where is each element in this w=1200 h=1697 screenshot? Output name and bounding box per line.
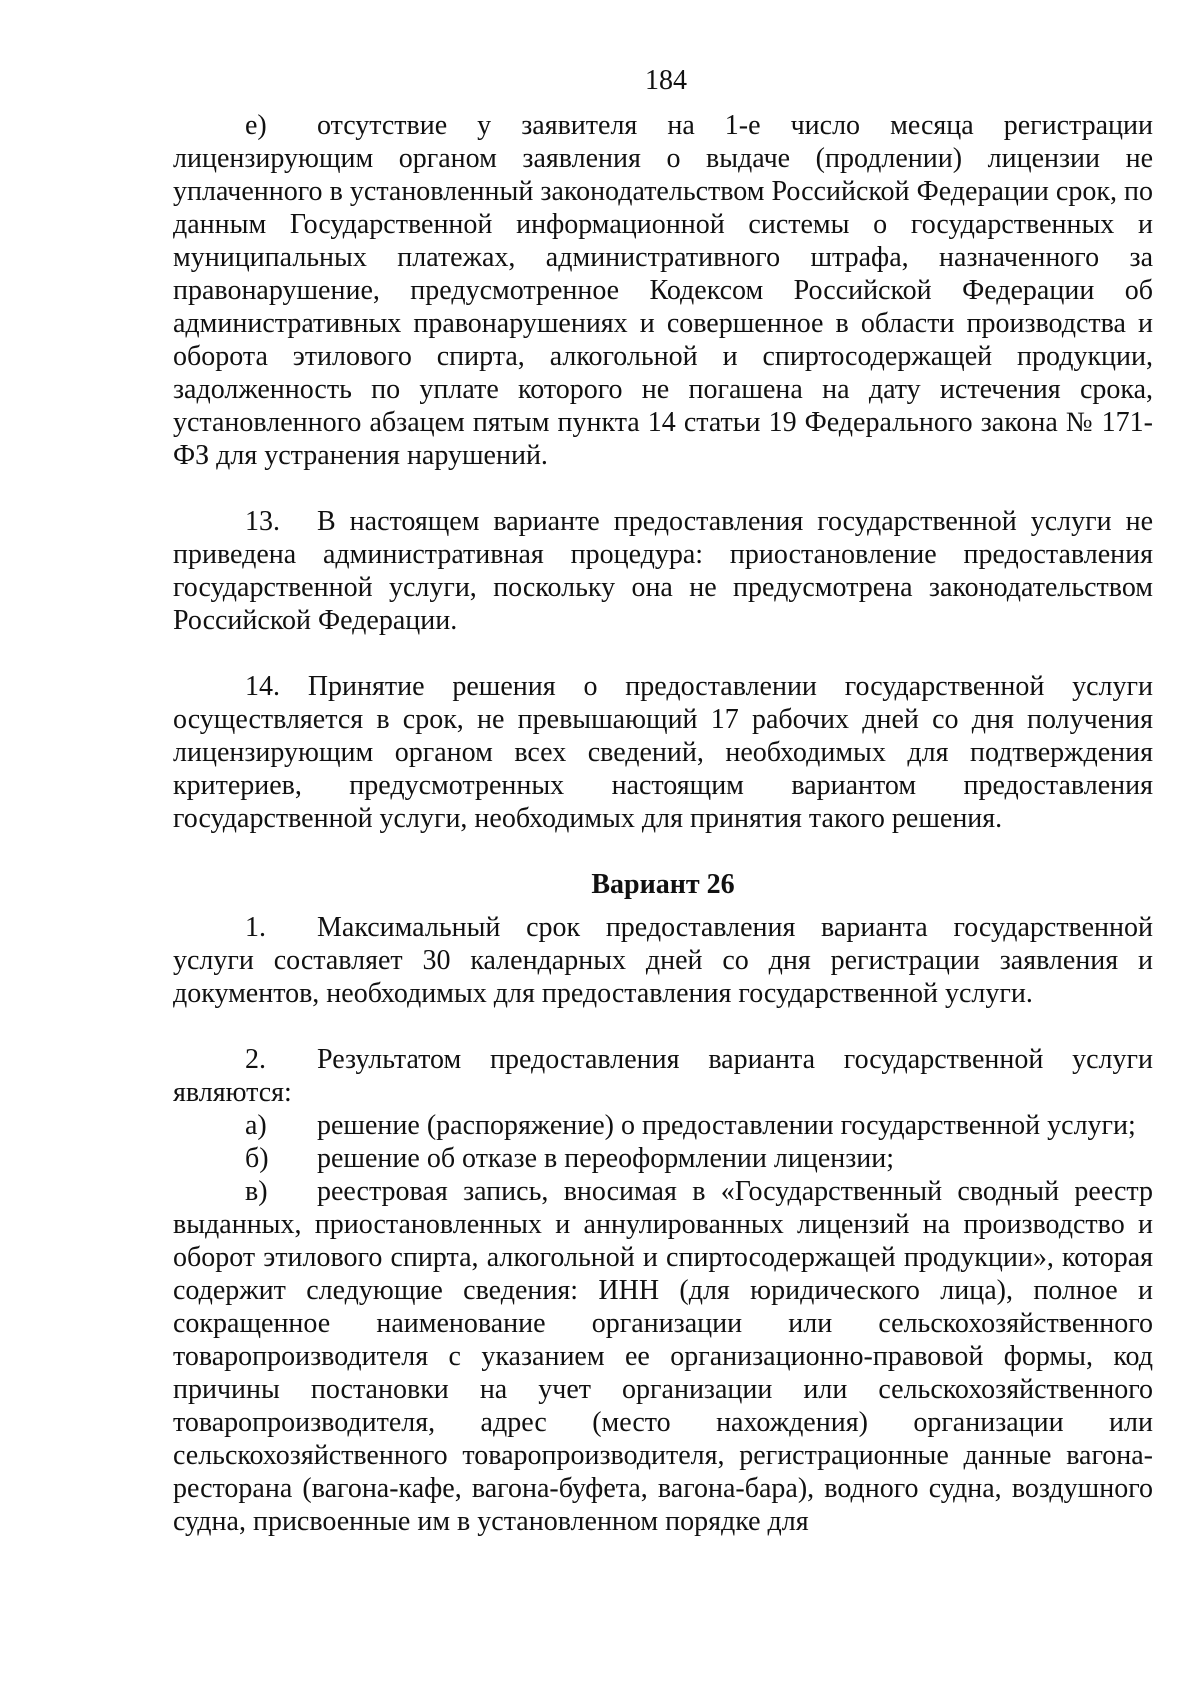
paragraph-14 — [173, 670, 1153, 835]
spacer — [173, 901, 1153, 911]
subitem-a-marker: а) — [245, 1110, 267, 1141]
subitem-a — [173, 1109, 1153, 1142]
subitem-b-marker: б) — [245, 1143, 269, 1174]
subitem-b — [173, 1142, 1153, 1175]
paragraph-e-text: отсутствие у заявителя на 1-е число месяца регистрации лицензирующим органом заявления о выдаче (продлении) лицензии не уплаченного в установленный законодательством Российской Федерации срок, по данным Государственной информационной системы о государственных и муниципальных платежах, административного штрафа, назначенного за правонарушение, предусмотренное Кодексом Российской Федерации об административных правонарушениях и совершенное в области производства и оборота этилового спирта, алкогольной и спиртосодержащей продукции, задолженность по уплате которого не погашена на дату истечения срока, установленного абзацем пятым пункта 14 статьи 19 Федерального закона № 171-ФЗ для устранения нарушений. — [173, 110, 1153, 471]
page-number: 184 — [645, 65, 687, 96]
variant-paragraph-2-marker: 2. — [245, 1044, 266, 1075]
variant-paragraph-1-text: Максимальный срок предоставления варианта государственной услуги составляет 30 календарных дней со дня регистрации заявления и документов, необходимых для предоставления государственной услуги. — [173, 912, 1153, 1009]
spacer — [173, 835, 1153, 868]
paragraph-e — [173, 109, 1153, 472]
paragraph-e-marker: е) — [245, 110, 267, 141]
paragraph-13 — [173, 505, 1153, 637]
subitem-a-text: решение (распоряжение) о предоставлении государственной услуги; — [317, 1110, 1136, 1141]
document-page — [173, 64, 1153, 1538]
variant-paragraph-2 — [173, 1043, 1153, 1109]
subitem-v-marker: в) — [245, 1176, 268, 1207]
paragraph-13-marker: 13. — [245, 506, 280, 537]
spacer — [173, 637, 1153, 670]
spacer — [173, 472, 1153, 505]
subitem-v-text: реестровая запись, вносимая в «Государственный сводный реестр выданных, приостановленных и аннулированных лицензий на производство и оборот этилового спирта, алкогольной и спиртосодержащей продукции», которая содержит следующие сведения: ИНН (для юридического лица), полное и сокращенное наименование организации или сельскохозяйственного товаропроизводителя с указанием ее организационно-правовой формы, код причины постановки на учет организации или сельскохозяйственного товаропроизводителя, адрес (место нахождения) организации или сельскохозяйственного товаропроизводителя, регистрационные данные вагона-ресторана (вагона-кафе, вагона-буфета, вагона-бара), водного судна, воздушного судна, присвоенные им в установленном порядке для — [173, 1176, 1153, 1537]
variant-heading: Вариант 26 — [591, 869, 735, 900]
subitem-v — [173, 1175, 1153, 1538]
paragraph-13-text: В настоящем варианте предоставления государственной услуги не приведена административная процедура: приостановление предоставления государственной услуги, поскольку она не предусмотрена законодательством Российской Федерации. — [173, 506, 1153, 636]
subitem-b-text: решение об отказе в переоформлении лицензии; — [317, 1143, 895, 1174]
variant-paragraph-1 — [173, 911, 1153, 1010]
paragraph-14-text: 14. Принятие решения о предоставлении государственной услуги осуществляется в срок, не превышающий 17 рабочих дней со дня получения лицензирующим органом всех сведений, необходимых для подтверждения критериев, предусмотренных настоящим вариантом предоставления государственной услуги, необходимых для принятия такого решения. — [173, 671, 1153, 834]
variant-paragraph-1-marker: 1. — [245, 912, 266, 943]
spacer — [173, 1010, 1153, 1043]
variant-paragraph-2-text: Результатом предоставления варианта государственной услуги являются: — [173, 1044, 1153, 1108]
